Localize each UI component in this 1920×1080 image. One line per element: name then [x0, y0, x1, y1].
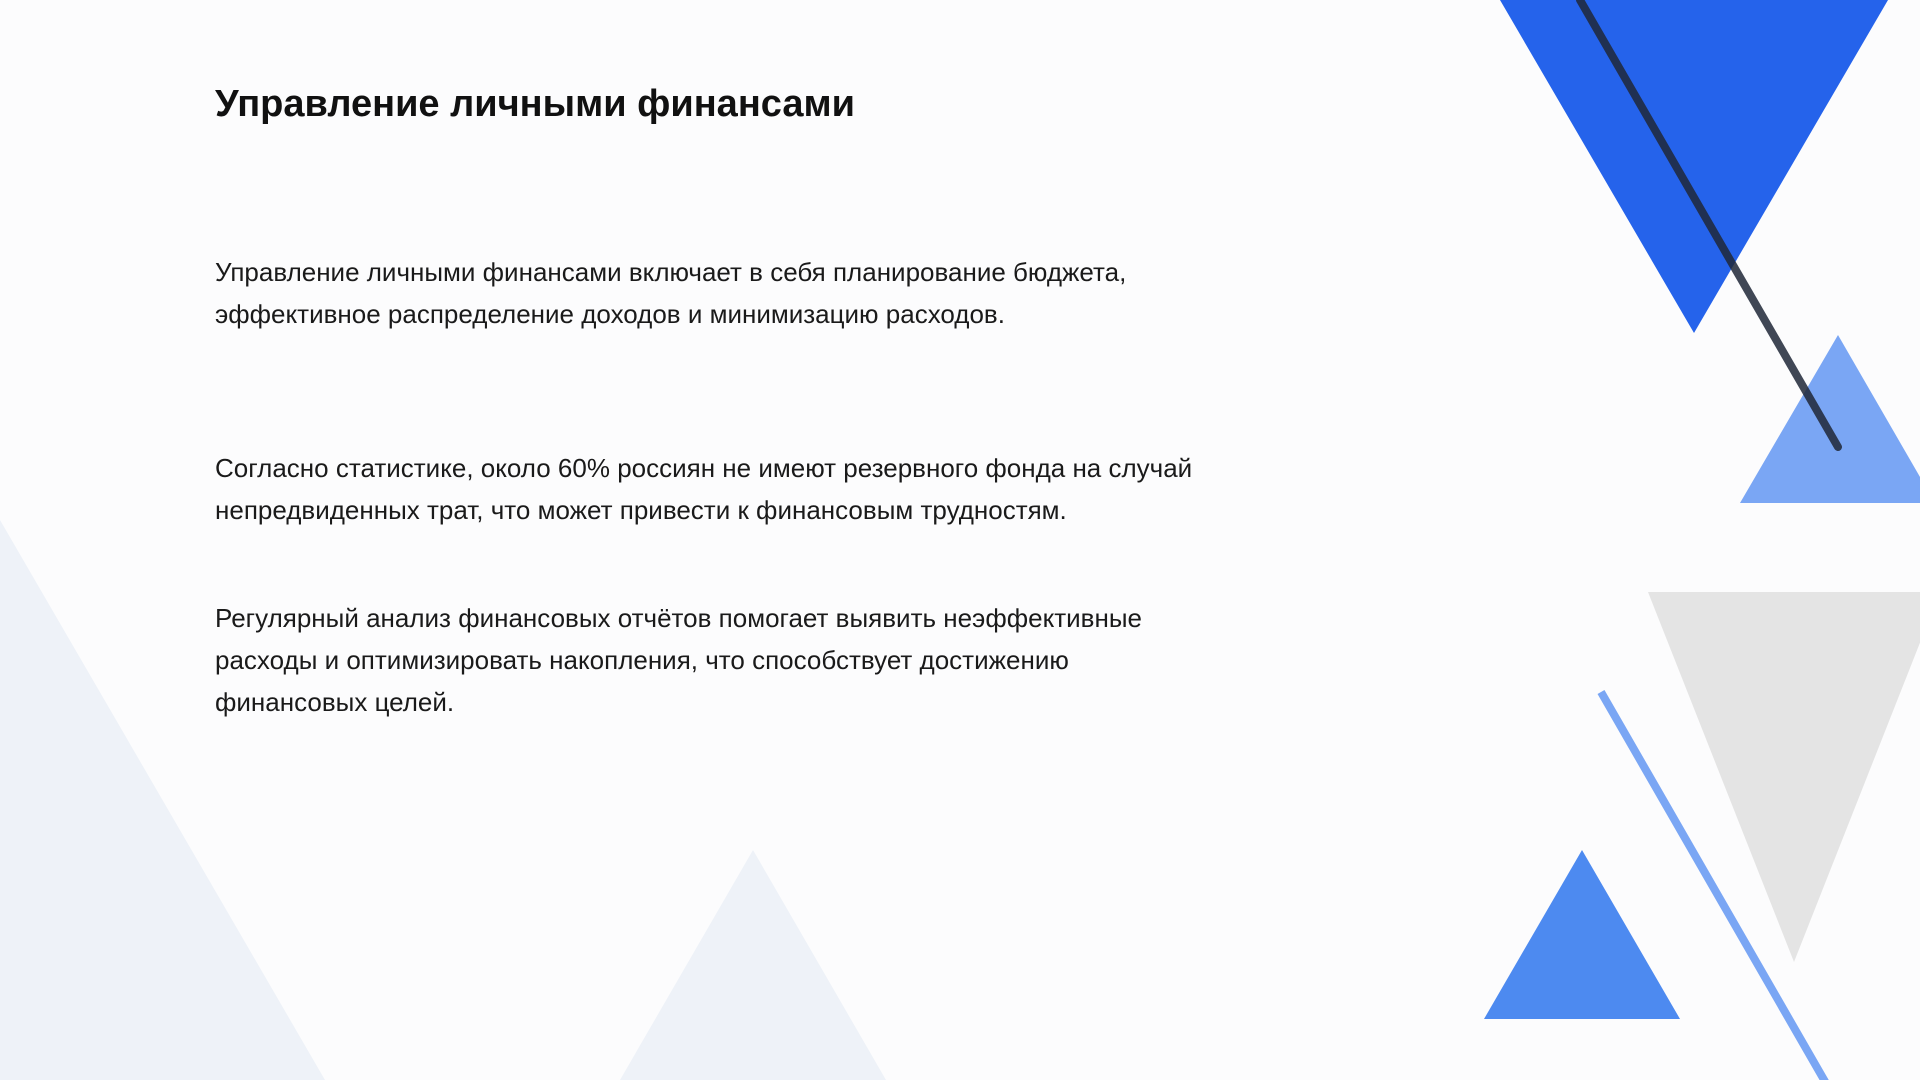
- paragraph-line: Регулярный анализ финансовых отчётов помогает выявить неэффективные: [215, 602, 1142, 633]
- paragraph-line: Управление личными финансами включает в себя планирование бюджета,: [215, 256, 1127, 287]
- gray-right-triangle-shape: [1648, 592, 1920, 962]
- blue-bottom-triangle-shape: [1484, 850, 1680, 1019]
- slide-title: Управление личными финансами: [215, 83, 855, 125]
- paragraph-financial-analysis: [215, 597, 1215, 723]
- paragraph-line: эффективное распределение доходов и минимизацию расходов.: [215, 298, 1005, 329]
- paragraph-line: Согласно статистике, около 60% россиян не имеют резервного фонда на случай: [215, 452, 1193, 483]
- pale-bottom-triangle-shape: [620, 850, 886, 1080]
- text-content: [215, 82, 1275, 723]
- light-blue-right-triangle-shape: [1740, 335, 1920, 503]
- paragraph-line: расходы и оптимизировать накопления, что способствует достижению: [215, 644, 1069, 675]
- paragraph-budget-planning: [215, 251, 1215, 335]
- paragraph-line: непредвиденных трат, что может привести к финансовым трудностям.: [215, 494, 1067, 525]
- paragraph-line: финансовых целей.: [215, 686, 455, 717]
- blue-top-triangle-shape: [1500, 0, 1888, 333]
- paragraph-reserve-statistics: [215, 447, 1275, 531]
